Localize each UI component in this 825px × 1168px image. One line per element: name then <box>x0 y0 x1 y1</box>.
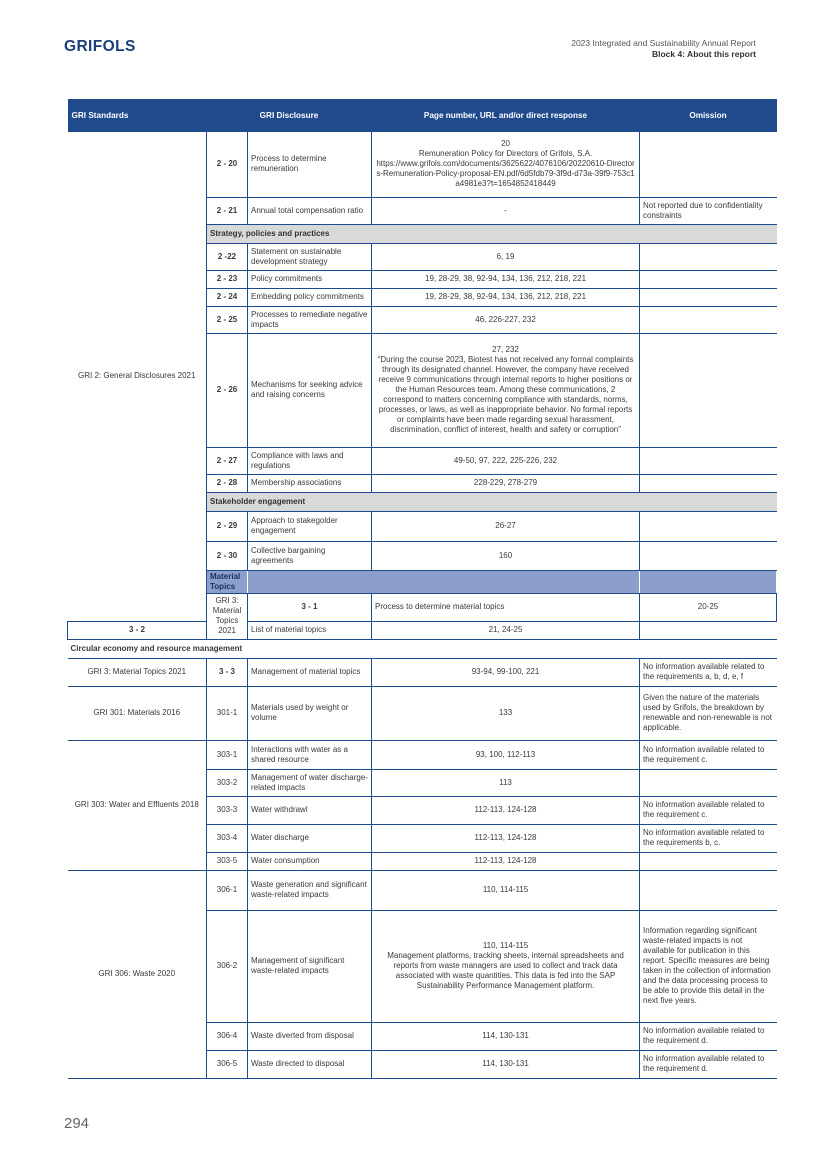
disclosure-title: Membership associations <box>248 474 372 492</box>
omission-cell <box>640 621 777 639</box>
disclosure-code: 3 - 2 <box>68 621 207 639</box>
page-reference: 110, 114-115 <box>372 870 640 910</box>
table-row <box>68 621 777 639</box>
omission-cell <box>640 333 777 447</box>
disclosure-code: 2 - 26 <box>207 333 248 447</box>
gri-standard-cell: GRI 3: Material Topics 2021 <box>207 593 248 639</box>
section-row <box>68 639 777 658</box>
disclosure-title: Management of significant waste-related impacts <box>248 910 372 1022</box>
disclosure-title: Management of water discharge-related impacts <box>248 769 372 796</box>
omission-cell: No information available related to the requirement d. <box>640 1022 777 1050</box>
col-header-omission: Omission <box>640 99 777 132</box>
page-reference: 93-94, 99-100, 221 <box>372 658 640 686</box>
disclosure-title: Process to determine material topics <box>372 593 640 621</box>
page-reference: 21, 24-25 <box>372 621 640 639</box>
gri-standard-cell: GRI 2: General Disclosures 2021 <box>68 132 207 621</box>
disclosure-code: 306-2 <box>207 910 248 1022</box>
disclosure-title: List of material topics <box>248 621 372 639</box>
page-number: 294 <box>64 1115 90 1132</box>
disclosure-code: 303-3 <box>207 796 248 824</box>
disclosure-code: 3 - 3 <box>207 658 248 686</box>
disclosure-code: 306-4 <box>207 1022 248 1050</box>
page-numbers: 110, 114-115 <box>482 941 529 950</box>
disclosure-title: Processes to remediate negative impacts <box>248 306 372 333</box>
page-reference: 93, 100, 112-113 <box>372 740 640 769</box>
table-row <box>68 870 777 910</box>
disclosure-code: 303-1 <box>207 740 248 769</box>
page-numbers: 20 <box>501 139 510 149</box>
disclosure-code: 2 - 23 <box>207 270 248 288</box>
page-reference: 49-50, 97, 222, 225-226, 232 <box>372 447 640 474</box>
omission-cell <box>640 243 777 270</box>
disclosure-title: Collective bargaining agreements <box>248 541 372 570</box>
page-reference: 113 <box>372 769 640 796</box>
disclosure-code: 2 - 25 <box>207 306 248 333</box>
col-header-page-number: Page number, URL and/or direct response <box>372 99 640 132</box>
omission-cell <box>640 306 777 333</box>
page-reference: 26-27 <box>372 511 640 541</box>
col-header-gri-disclosure: GRI Disclosure <box>207 99 372 132</box>
omission-cell <box>640 474 777 492</box>
omission-cell: No information available related to the requirement c. <box>640 740 777 769</box>
disclosure-code: 2 - 28 <box>207 474 248 492</box>
page-reference: 19, 28-29, 38, 92-94, 134, 136, 212, 218, 221 <box>372 270 640 288</box>
omission-cell: No information available related to the requirement d. <box>640 1050 777 1078</box>
omission-cell: No information available related to the requirements a, b, d, e, f <box>640 658 777 686</box>
page-reference: 133 <box>372 686 640 740</box>
section-title: Material Topics <box>207 570 248 593</box>
table-row <box>68 658 777 686</box>
disclosure-title: Embedding policy commitments <box>248 288 372 306</box>
disclosure-code: 2 - 27 <box>207 447 248 474</box>
omission-cell: No information available related to the requirement c. <box>640 796 777 824</box>
page-reference: 46, 226-227, 232 <box>372 306 640 333</box>
page-reference <box>372 333 640 447</box>
page-reference: 114, 130-131 <box>372 1050 640 1078</box>
omission-cell <box>640 769 777 796</box>
page-reference: 6, 19 <box>372 243 640 270</box>
table-row <box>68 740 777 769</box>
disclosure-code: 2 - 24 <box>207 288 248 306</box>
table-header-row <box>68 99 777 132</box>
page-reference: 228-229, 278-279 <box>372 474 640 492</box>
omission-cell <box>640 852 777 870</box>
disclosure-title: Statement on sustainable development strategy <box>248 243 372 270</box>
disclosure-code: 2 - 29 <box>207 511 248 541</box>
page-reference <box>372 910 640 1022</box>
page-reference: 20-25 <box>640 593 777 621</box>
disclosure-code: 301-1 <box>207 686 248 740</box>
page-reference: 112-113, 124-128 <box>372 852 640 870</box>
disclosure-title: Approach to stakegolder engagement <box>248 511 372 541</box>
disclosure-title: Water consumption <box>248 852 372 870</box>
disclosure-code: 2 - 20 <box>207 132 248 197</box>
policy-url[interactable]: https://www.grifols.com/documents/3625622/4076106/20220610-Directors-Remuneration-Policy-proposal-EN.pdf/6d5fdb79-3f9d-d73a-39f9-753c1a4981e3?t=1654852418449 <box>376 159 635 189</box>
direct-response: “During the course 2023, Biotest has not received any formal complaints through its designated channel. However, the company have received receive 9 communications through internal reports to higher positions or the Human Resources team. Among these communications, 2 correspond to matters concerning compliance with standards, norms, processes, or laws, as well as inappropriate behavior. No formal reports or complaints have been made regarding sexual harassment, discrimination, conflict of interest, health and safety or corruption” <box>377 355 634 434</box>
section-title: Stakeholder engagement <box>207 492 777 511</box>
gri-content-index-table <box>67 99 777 1079</box>
report-title: 2023 Integrated and Sustainability Annual Report <box>571 38 756 48</box>
disclosure-code: 2 -22 <box>207 243 248 270</box>
page-reference: 112-113, 124-128 <box>372 796 640 824</box>
disclosure-title: Waste generation and significant waste-related impacts <box>248 870 372 910</box>
disclosure-title: Water withdrawl <box>248 796 372 824</box>
disclosure-title: Materials used by weight or volume <box>248 686 372 740</box>
disclosure-code: 303-5 <box>207 852 248 870</box>
omission-cell <box>640 511 777 541</box>
omission-cell: Not reported due to confidentiality constraints <box>640 197 777 224</box>
omission-cell: Given the nature of the materials used by Grifols, the breakdown by renewable and non-renewable is not applicable. <box>640 686 777 740</box>
disclosure-title: Policy commitments <box>248 270 372 288</box>
direct-response: Management platforms, tracking sheets, internal spreadsheets and reports from waste managers are used to collect and track data associated with waste quantities. This data is fed into the SAP Sustainability Performance Management platform. <box>387 951 624 990</box>
disclosure-code: 306-1 <box>207 870 248 910</box>
disclosure-title: Water discharge <box>248 824 372 852</box>
omission-cell <box>640 270 777 288</box>
gri-standard-cell: GRI 3: Material Topics 2021 <box>68 658 207 686</box>
block-title: Block 4: About this report <box>651 49 756 59</box>
col-header-gri-standards: GRI Standards <box>68 99 207 132</box>
table-row <box>68 132 777 197</box>
page-reference: 114, 130-131 <box>372 1022 640 1050</box>
gri-standard-cell: GRI 301: Materials 2016 <box>68 686 207 740</box>
policy-name: Remuneration Policy for Directors of Grifols, S.A. <box>418 149 593 159</box>
section-title: Strategy, policies and practices <box>207 224 777 243</box>
disclosure-code: 2 - 30 <box>207 541 248 570</box>
disclosure-title: Annual total compensation ratio <box>248 197 372 224</box>
disclosure-title: Waste diverted from disposal <box>248 1022 372 1050</box>
disclosure-title: Mechanisms for seeking advice and raising concerns <box>248 333 372 447</box>
page-reference: 112-113, 124-128 <box>372 824 640 852</box>
disclosure-title: Management of material topics <box>248 658 372 686</box>
disclosure-title: Compliance with laws and regulations <box>248 447 372 474</box>
disclosure-code: 303-2 <box>207 769 248 796</box>
disclosure-title: Waste directed to disposal <box>248 1050 372 1078</box>
table-row <box>68 686 777 740</box>
omission-cell <box>640 870 777 910</box>
page-reference: 19, 28-29, 38, 92-94, 134, 136, 212, 218, 221 <box>372 288 640 306</box>
report-header <box>571 38 756 60</box>
page-reference: 160 <box>372 541 640 570</box>
omission-cell: Information regarding significant waste-related impacts is not available for publication in this report. Specific measures are being taken in the collection of information and the data processing process to be able to provide this detail in the next five years. <box>640 910 777 1022</box>
disclosure-code: 3 - 1 <box>248 593 372 621</box>
gri-standard-cell: GRI 306: Waste 2020 <box>68 870 207 1078</box>
disclosure-code: 303-4 <box>207 824 248 852</box>
omission-cell <box>640 541 777 570</box>
omission-cell <box>640 447 777 474</box>
omission-cell: No information available related to the requirements b, c. <box>640 824 777 852</box>
omission-cell <box>640 132 777 197</box>
disclosure-code: 2 - 21 <box>207 197 248 224</box>
gri-standard-cell: GRI 303: Water and Effluents 2018 <box>68 740 207 870</box>
page-numbers: 27, 232 <box>492 345 519 354</box>
page-reference <box>372 132 640 197</box>
grifols-logo: GRIFOLS <box>64 38 136 55</box>
omission-cell <box>640 288 777 306</box>
disclosure-title: Interactions with water as a shared resource <box>248 740 372 769</box>
page-reference: - <box>372 197 640 224</box>
disclosure-title: Process to determine remuneration <box>248 132 372 197</box>
disclosure-code: 306-5 <box>207 1050 248 1078</box>
section-title: Circular economy and resource management <box>68 639 777 658</box>
